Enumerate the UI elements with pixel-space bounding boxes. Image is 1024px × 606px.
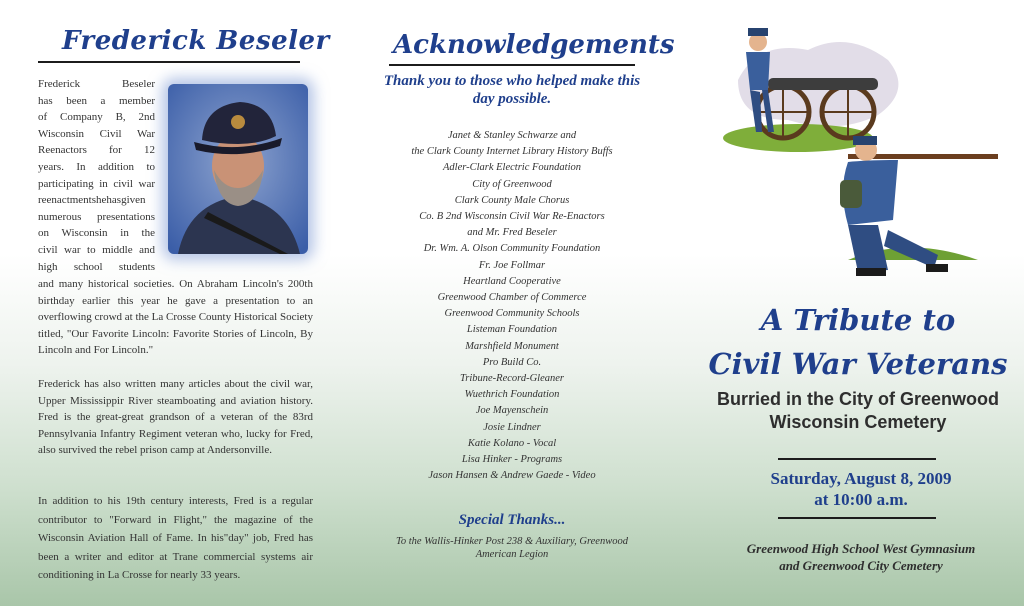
acknowledgements-heading: Acknowledgements <box>393 30 675 60</box>
bio-line: has been a member <box>38 94 155 107</box>
acknowledgement-item: Heartland Cooperative <box>463 275 561 287</box>
acknowledgement-item: Lisa Hinker - Programs <box>461 454 563 466</box>
tribute-title-line-1: A Tribute to <box>760 303 956 337</box>
date-bottom-rule <box>778 517 936 519</box>
acknowledgement-item: and Mr. Fred Beseler <box>467 227 557 239</box>
acknowledgement-item: Jason Hansen & Andrew Gaede - Video <box>428 470 596 482</box>
acknowledgement-item: Greenwood Community Schools <box>444 308 580 320</box>
bio-line: civil war to middle and <box>38 243 155 256</box>
special-thanks-title: Special Thanks... <box>458 512 566 528</box>
acknowledgement-item: Greenwood Chamber of Commerce <box>437 292 587 304</box>
special-thanks-text: To the Wallis-Hinker Post 238 & Auxiliary, Greenwood American Legion <box>396 536 628 560</box>
bio-heading: Frederick Beseler <box>62 26 330 56</box>
acknowledgement-item: Katie Kolano - Vocal <box>467 437 557 449</box>
event-date <box>718 468 1004 510</box>
acknowledgement-item: Listeman Foundation <box>466 324 558 336</box>
acknowledgement-item: Clark County Male Chorus <box>454 194 570 206</box>
acknowledgement-item: Marshfield Monument <box>465 340 559 352</box>
cemetery-subtitle-line-2: Wisconsin Cemetery <box>769 412 947 432</box>
bio-paragraph-3: In addition to his 19th century interests, Fred is a regular contributor to "Forward in Flight," the magazine of the Wisconsin Aviation Hall of Fame. In his"day" job, Fred has been a writer and editor at Trane commercial systems air conditioning in La Crosse for nearly 33 years. <box>38 495 313 581</box>
acknowledgement-item: the Clark County Internet Library History Buffs <box>411 146 613 158</box>
acknowledgements-list <box>381 128 643 484</box>
cemetery-subtitle <box>708 388 1008 434</box>
bio-paragraph-1-lines <box>38 76 155 275</box>
acknowledgement-item: Fr. Joe Follmar <box>478 259 546 271</box>
bio-line: Frederick Beseler <box>38 78 155 90</box>
acknowledgement-item: Co. B 2nd Wisconsin Civil War Re-Enactors <box>419 211 605 223</box>
event-venue-line-1: Greenwood High School West Gymnasium <box>746 541 976 556</box>
acknowledgement-item: Wuethrich Foundation <box>464 389 560 401</box>
tribute-title-line-2: Civil War Veterans <box>708 347 1008 381</box>
acknowledgements-panel <box>333 0 678 606</box>
bio-line: Reenactors for 12 <box>38 144 155 157</box>
event-date-line-2: at 10:00 a.m. <box>814 490 908 509</box>
acknowledgement-item: Janet & Stanley Schwarze and <box>447 130 577 141</box>
acknowledgement-item: Dr. Wm. A. Olson Community Foundation <box>423 243 601 255</box>
reenactor-photo <box>168 84 308 254</box>
acknowledgement-item: Adler-Clark Electric Foundation <box>442 162 581 174</box>
acknowledgement-item: Pro Build Co. <box>482 356 542 368</box>
event-date-line-1: Saturday, August 8, 2009 <box>770 469 952 488</box>
thank-you-subheading: Thank you to those who helped make this day possible. <box>383 73 641 107</box>
event-venue <box>708 540 1014 574</box>
bio-line: on Wisconsin in the <box>38 227 155 240</box>
bio-heading-rule <box>38 61 300 63</box>
bio-line: years. In addition to <box>38 160 155 173</box>
bio-line: participating in civil war <box>38 177 155 190</box>
cover-panel <box>678 0 1024 606</box>
tribute-title <box>698 298 1018 386</box>
date-top-rule <box>778 458 936 460</box>
cemetery-subtitle-line-1: Burried in the City of Greenwood <box>716 389 999 409</box>
acknowledgement-item: City of Greenwood <box>472 178 552 190</box>
bio-line: of Company B, 2nd <box>38 111 155 124</box>
bio-line: high school students <box>38 260 155 273</box>
acknowledgement-item: Joe Mayenschein <box>475 405 549 417</box>
acknowledgement-item: Tribune-Record-Gleaner <box>459 373 564 385</box>
bio-line: reenactmentshehasgiven <box>38 194 146 207</box>
acknowledgements-heading-rule <box>389 64 635 66</box>
bio-line: Wisconsin Civil War <box>38 127 155 140</box>
acknowledgement-item: Josie Lindner <box>483 421 541 433</box>
bio-panel <box>0 0 333 606</box>
bio-line: numerous presentations <box>38 210 155 223</box>
bio-paragraph-1-continued: and many historical societies. On Abraham Lincoln's 200th birthday earlier this year he gave a presentation to an overflowing crowd at the La Crosse County Historical Society titled, "Our Favorite Lincoln: Favorite Stories of Lincoln, By Lincoln and For Lincoln." <box>38 278 313 357</box>
bio-paragraph-2: Frederick has also written many articles about the civil war, Upper Mississippir River steamboating and aviation history. Fred is the great-great grandson of a veteran of the 83rd Pennsylvania Infantry Regiment veteran who, lucky for Fred, also survived the rebel prison camp at Andersonville. <box>38 378 313 457</box>
event-venue-line-2: and Greenwood City Cemetery <box>779 558 943 573</box>
civil-war-soldiers-illustration <box>698 20 1008 290</box>
